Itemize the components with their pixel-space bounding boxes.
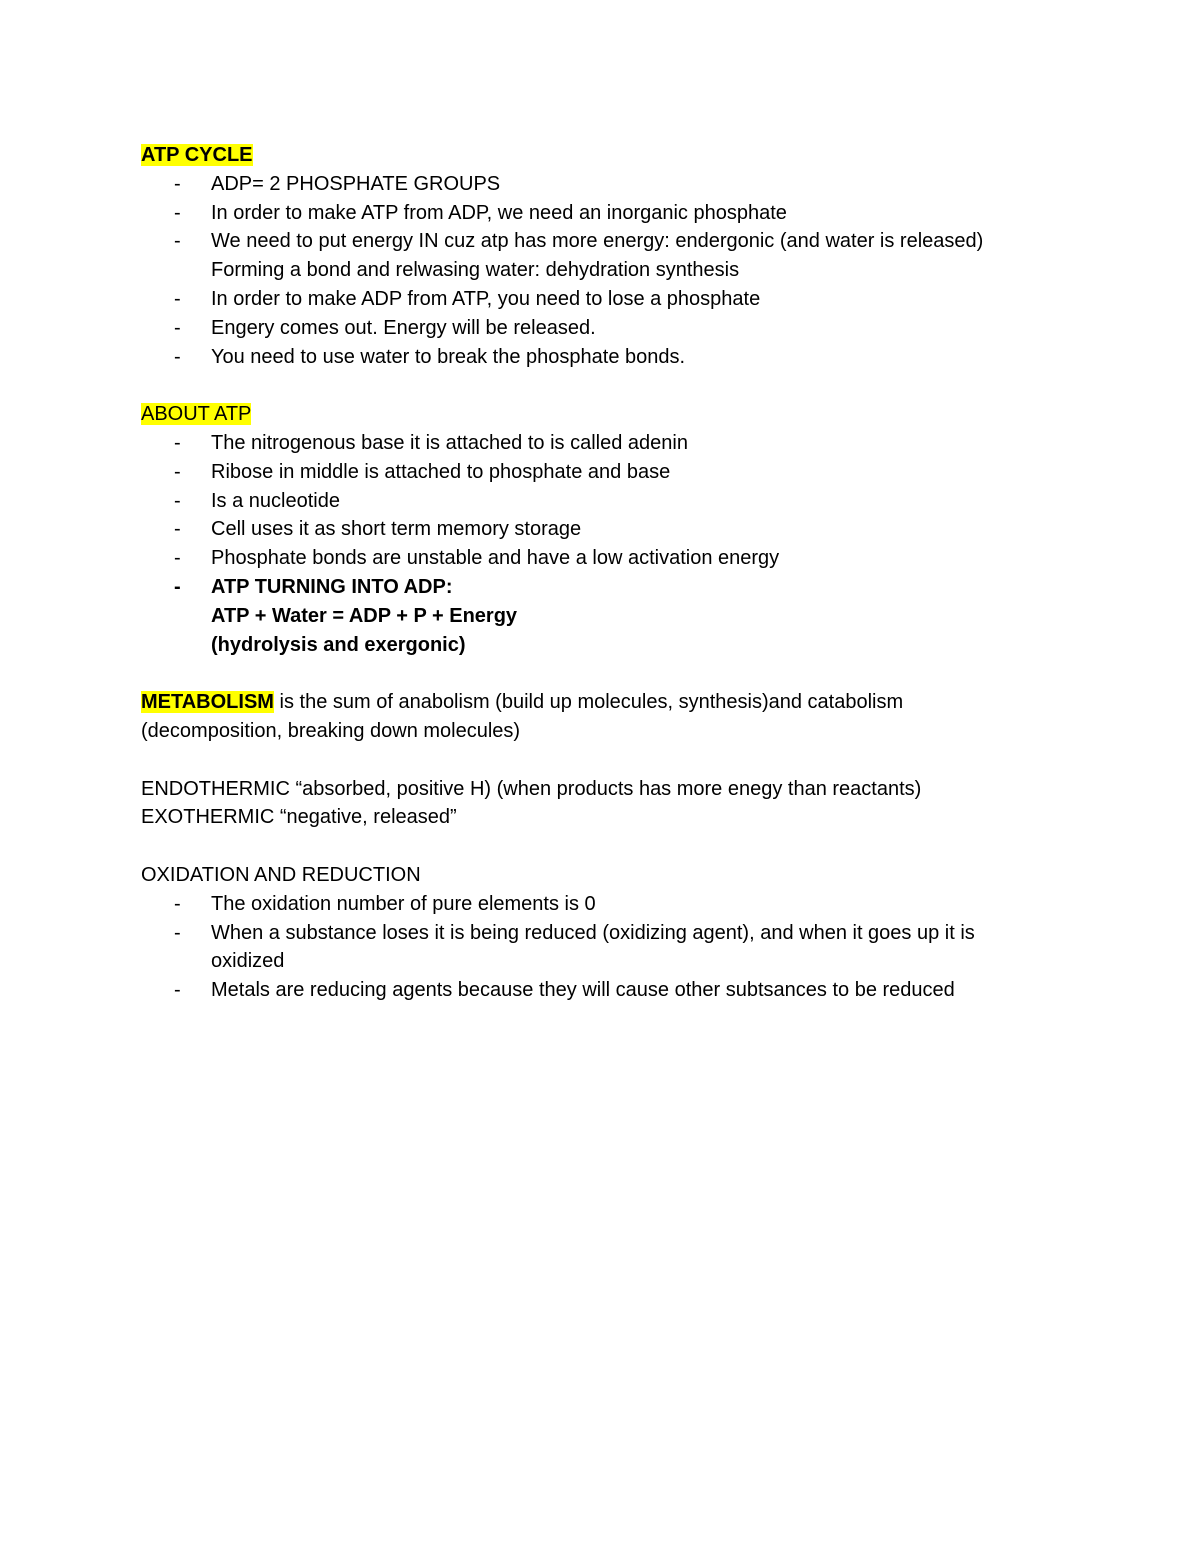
- blank-line: [141, 371, 1061, 400]
- about-atp-heading-line: [141, 400, 1061, 429]
- bullet-dash: -: [174, 547, 181, 570]
- list-item: [141, 573, 1061, 602]
- blank-line: [141, 659, 1061, 688]
- bullet-dash: -: [174, 921, 181, 944]
- list-item: [141, 429, 1061, 458]
- bullet-dash: -: [174, 575, 181, 598]
- list-item: [141, 976, 1061, 1005]
- list-item-text: We need to put energy IN cuz atp has more energy: endergonic (and water is released): [211, 230, 984, 253]
- list-item: [141, 487, 1061, 516]
- list-item: [141, 890, 1061, 919]
- exothermic-line: EXOTHERMIC “negative, released”: [141, 806, 457, 829]
- bullet-dash: -: [174, 287, 181, 310]
- list-item: [141, 285, 1061, 314]
- atp-equation: ATP + Water = ADP + P + Energy: [211, 604, 518, 627]
- list-item-text: Metals are reducing agents because they will cause other subtsances to be reduced: [211, 979, 955, 1002]
- blank-line: [141, 746, 1061, 775]
- list-item-text: Engery comes out. Energy will be released.: [211, 316, 596, 339]
- list-item-text: Is a nucleotide: [211, 489, 340, 512]
- list-item-text: The nitrogenous base it is attached to is called adenin: [211, 431, 688, 454]
- list-item-text: Ribose in middle is attached to phosphate and base: [211, 460, 671, 483]
- bullet-dash: -: [174, 979, 181, 1002]
- atp-cycle-heading: ATP CYCLE: [141, 144, 253, 166]
- list-item-text: ATP TURNING INTO ADP:: [211, 575, 453, 598]
- list-item-continuation: oxidized: [211, 950, 285, 973]
- list-item-continuation: Forming a bond and relwasing water: dehydration synthesis: [211, 259, 740, 282]
- list-item-text: You need to use water to break the phosphate bonds.: [211, 345, 686, 368]
- list-item-text: In order to make ADP from ATP, you need to lose a phosphate: [211, 287, 761, 310]
- bullet-dash: -: [174, 460, 181, 483]
- bullet-dash: -: [174, 489, 181, 512]
- atp-cycle-heading-line: [141, 141, 1061, 170]
- list-item: [141, 227, 1061, 256]
- list-item-text: In order to make ATP from ADP, we need an inorganic phosphate: [211, 201, 787, 224]
- list-item-text: The oxidation number of pure elements is 0: [211, 892, 596, 915]
- list-item: [141, 458, 1061, 487]
- about-atp-heading: ABOUT ATP: [141, 403, 252, 426]
- list-item-text: ADP= 2 PHOSPHATE GROUPS: [211, 172, 501, 195]
- list-item-text: Phosphate bonds are unstable and have a low activation energy: [211, 547, 780, 570]
- list-item: [141, 515, 1061, 544]
- list-item-text: Cell uses it as short term memory storage: [211, 518, 582, 541]
- endothermic-line: ENDOTHERMIC “absorbed, positive H) (when products has more enegy than reactants): [141, 777, 922, 800]
- metabolism-definition: is the sum of anabolism (build up molecules, synthesis)and catabolism: [273, 691, 904, 714]
- bullet-dash: -: [174, 172, 181, 195]
- bullet-dash: -: [174, 230, 181, 253]
- bullet-dash: -: [174, 316, 181, 339]
- list-item: [141, 919, 1061, 948]
- list-item-text: When a substance loses it is being reduced (oxidizing agent), and when it goes up it is: [211, 921, 975, 944]
- list-item: [141, 199, 1061, 228]
- redox-heading: OXIDATION AND REDUCTION: [141, 863, 421, 886]
- atp-equation-note: (hydrolysis and exergonic): [211, 633, 466, 656]
- bullet-dash: -: [174, 345, 181, 368]
- metabolism-line-2: (decomposition, breaking down molecules): [141, 719, 521, 742]
- bullet-dash: -: [174, 431, 181, 454]
- list-item: [141, 343, 1061, 372]
- list-item: [141, 314, 1061, 343]
- metabolism-line-1: [141, 688, 1061, 717]
- document-body: [141, 141, 1061, 1005]
- bullet-dash: -: [174, 892, 181, 915]
- bullet-dash: -: [174, 518, 181, 541]
- list-item: [141, 544, 1061, 573]
- blank-line: [141, 832, 1061, 861]
- metabolism-term: METABOLISM: [141, 691, 274, 714]
- bullet-dash: -: [174, 201, 181, 224]
- list-item: [141, 170, 1061, 199]
